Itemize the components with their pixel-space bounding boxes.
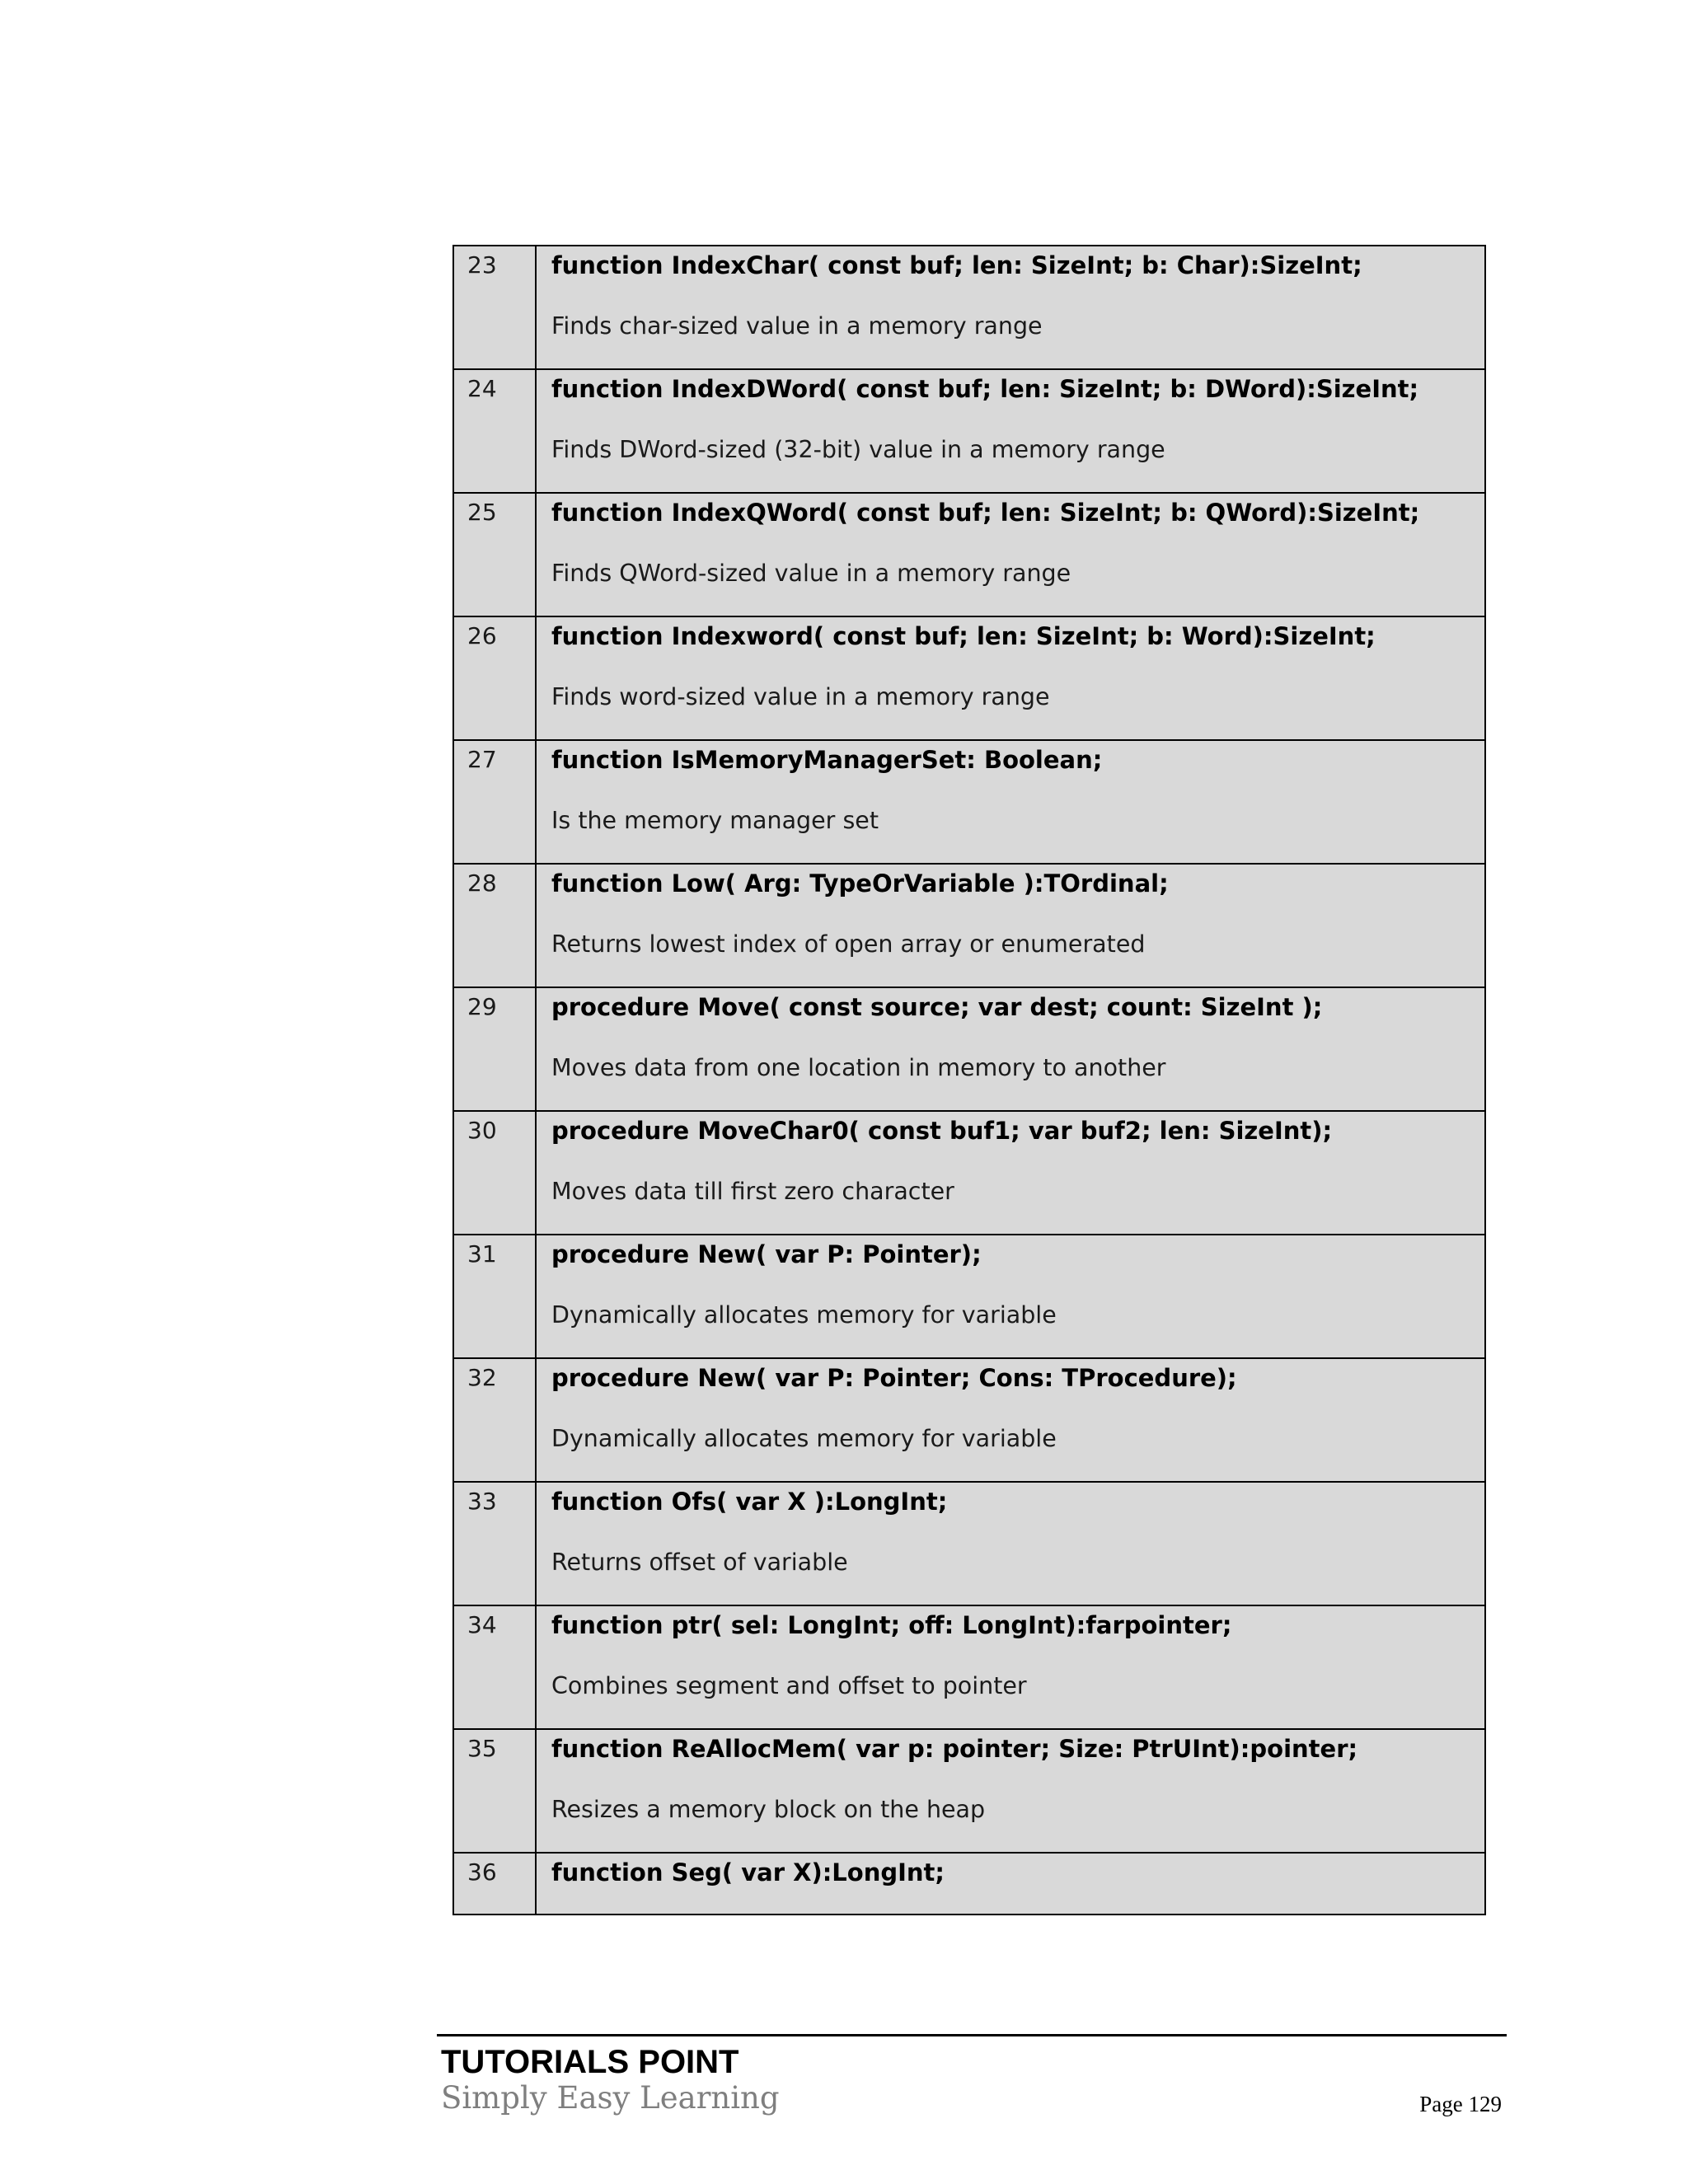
- function-signature: function ReAllocMem( var p: pointer; Size: PtrUInt):pointer;: [551, 1735, 1358, 1763]
- table-row: [453, 1358, 1485, 1482]
- function-signature: function Seg( var X):LongInt;: [551, 1858, 945, 1886]
- row-content: [536, 1358, 1485, 1482]
- row-content: [536, 864, 1485, 987]
- function-signature: function Ofs( var X ):LongInt;: [551, 1488, 948, 1516]
- footer-brand: TUTORIALS POINT: [441, 2044, 739, 2080]
- row-content: [536, 1235, 1485, 1358]
- row-number: 23: [453, 246, 536, 369]
- function-table: [452, 245, 1486, 1915]
- row-number: 25: [453, 493, 536, 616]
- row-content: [536, 1853, 1485, 1915]
- row-content: [536, 740, 1485, 864]
- table-row: [453, 987, 1485, 1111]
- function-description: Dynamically allocates memory for variable: [551, 1425, 1057, 1452]
- function-signature: function Low( Arg: TypeOrVariable ):TOrdinal;: [551, 869, 1169, 898]
- row-content: [536, 616, 1485, 740]
- table-row: [453, 1605, 1485, 1729]
- row-number: 34: [453, 1605, 536, 1729]
- row-number: 28: [453, 864, 536, 987]
- row-content: [536, 987, 1485, 1111]
- function-description: Finds word-sized value in a memory range: [551, 683, 1050, 710]
- row-content: [536, 493, 1485, 616]
- footer-divider: [437, 2034, 1507, 2036]
- row-number: 29: [453, 987, 536, 1111]
- function-signature: function IndexChar( const buf; len: SizeInt; b: Char):SizeInt;: [551, 251, 1362, 279]
- table-row: [453, 616, 1485, 740]
- table-row: [453, 1235, 1485, 1358]
- table-row: [453, 740, 1485, 864]
- table-row: [453, 493, 1485, 616]
- function-signature: procedure New( var P: Pointer);: [551, 1240, 982, 1268]
- row-content: [536, 1605, 1485, 1729]
- row-number: 30: [453, 1111, 536, 1235]
- function-signature: function IsMemoryManagerSet: Boolean;: [551, 746, 1103, 774]
- function-signature: function ptr( sel: LongInt; off: LongInt):farpointer;: [551, 1611, 1232, 1639]
- table-row: [453, 369, 1485, 493]
- table-row: [453, 1729, 1485, 1853]
- function-description: Finds QWord-sized value in a memory range: [551, 560, 1071, 587]
- function-description: Dynamically allocates memory for variable: [551, 1301, 1057, 1329]
- function-description: Combines segment and offset to pointer: [551, 1672, 1027, 1699]
- row-number: 33: [453, 1482, 536, 1605]
- row-number: 27: [453, 740, 536, 864]
- row-content: [536, 246, 1485, 369]
- function-description: Returns lowest index of open array or enumerated: [551, 930, 1146, 958]
- row-number: 32: [453, 1358, 536, 1482]
- function-description: Finds DWord-sized (32-bit) value in a memory range: [551, 436, 1165, 463]
- function-description: Returns offset of variable: [551, 1549, 848, 1576]
- function-description: Finds char-sized value in a memory range: [551, 312, 1043, 340]
- table-row: [453, 1111, 1485, 1235]
- function-signature: procedure New( var P: Pointer; Cons: TProcedure);: [551, 1364, 1237, 1392]
- row-content: [536, 1111, 1485, 1235]
- table-row: [453, 864, 1485, 987]
- row-number: 36: [453, 1853, 536, 1915]
- table-row: [453, 246, 1485, 369]
- row-number: 31: [453, 1235, 536, 1358]
- footer-tagline: Simply Easy Learning: [441, 2080, 780, 2116]
- function-description: Resizes a memory block on the heap: [551, 1796, 986, 1823]
- table-row: [453, 1482, 1485, 1605]
- row-content: [536, 1482, 1485, 1605]
- row-content: [536, 1729, 1485, 1853]
- function-signature: procedure MoveChar0( const buf1; var buf2; len: SizeInt);: [551, 1117, 1333, 1145]
- function-description: Moves data till first zero character: [551, 1178, 954, 1205]
- row-number: 35: [453, 1729, 536, 1853]
- row-number: 24: [453, 369, 536, 493]
- function-signature: function IndexQWord( const buf; len: SizeInt; b: QWord):SizeInt;: [551, 499, 1420, 527]
- row-number: 26: [453, 616, 536, 740]
- table-row: [453, 1853, 1485, 1915]
- function-signature: function Indexword( const buf; len: SizeInt; b: Word):SizeInt;: [551, 622, 1376, 650]
- function-description: Moves data from one location in memory to another: [551, 1054, 1166, 1081]
- row-content: [536, 369, 1485, 493]
- page-number: Page 129: [1419, 2092, 1502, 2116]
- function-description: Is the memory manager set: [551, 807, 879, 834]
- function-signature: function IndexDWord( const buf; len: SizeInt; b: DWord):SizeInt;: [551, 375, 1419, 403]
- function-signature: procedure Move( const source; var dest; count: SizeInt );: [551, 993, 1323, 1021]
